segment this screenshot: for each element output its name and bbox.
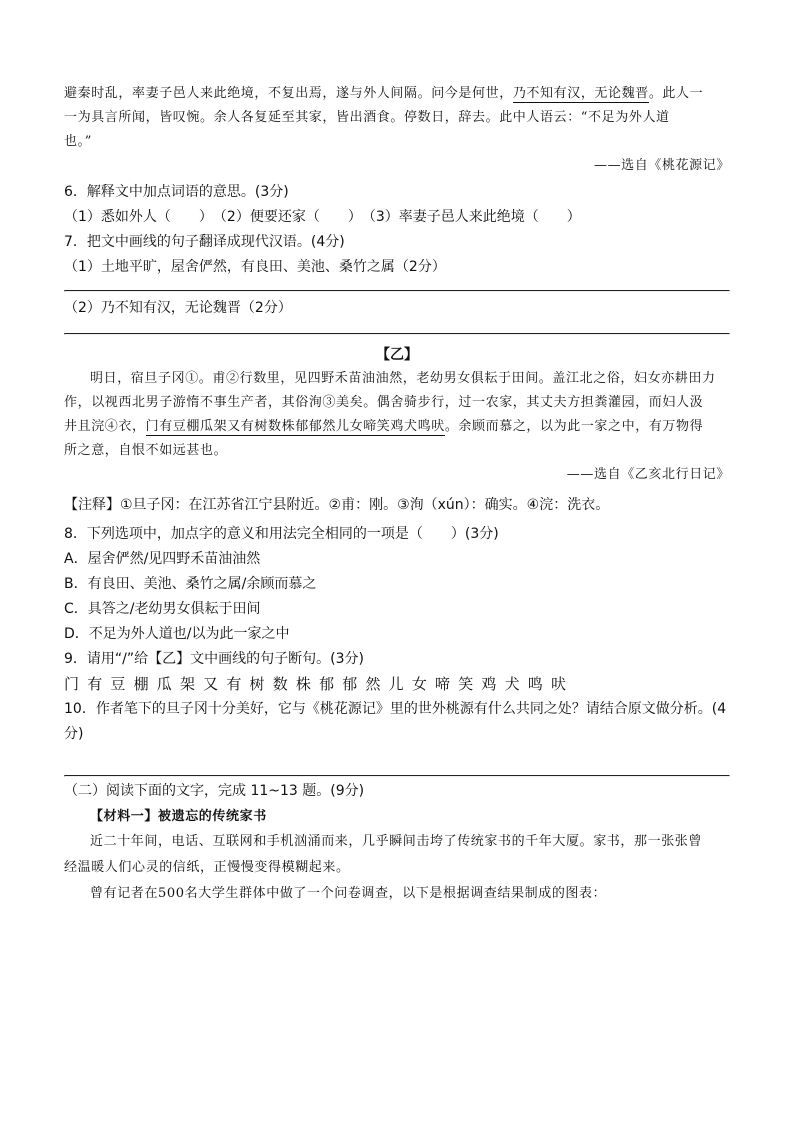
q9-char: 鸣 — [527, 675, 543, 693]
answer-line-3 — [64, 775, 730, 777]
question-10-line-1: 10．作者笔下的旦子冈十分美好，它与《桃花源记》里的世外桃源有什么共同之处？请结合原文做分析。(4 — [64, 701, 727, 717]
passage-yi-heading: 【乙】 — [376, 347, 418, 363]
q9-char: 鸡 — [481, 675, 497, 693]
q9-char: 有 — [87, 675, 103, 693]
q9-char: 犬 — [504, 675, 520, 693]
passage-yi-line-4: 所之意，自恨不如远甚也。 — [64, 443, 228, 458]
q9-char: 架 — [179, 675, 195, 693]
question-7-stem: 7．把文中画线的句子翻译成现代汉语。(4分) — [64, 234, 345, 250]
question-6-items: （1）悉如外人（ ） （2）便要还家（ ） （3）率妻子邑人来此绝境（ ） — [64, 209, 581, 225]
q9-char: 瓜 — [156, 675, 172, 693]
notes: 【注释】①旦子冈：在江苏省江宁县附近。②甫：刚。③洵（xún）：确实。④浣：洗衣。 — [64, 497, 610, 513]
q9-char: 笑 — [458, 675, 474, 693]
question-8-option-a: A．屋舍俨然/见四野禾苗油油然 — [64, 551, 261, 567]
part-2-heading: （二）阅读下面的文字，完成 11~13 题。(9分) — [64, 783, 365, 799]
underlined-sentence-yi: 门有豆棚瓜架又有树数株郁郁然儿女啼笑鸡犬鸣吠 — [145, 419, 445, 434]
material-one — [64, 804, 730, 907]
passage-jia-source: ——选自《桃花源记》 — [593, 158, 730, 173]
q9-char: 棚 — [133, 675, 149, 693]
question-10-line-2: 分) — [64, 726, 84, 742]
q9-char: 树 — [249, 675, 265, 693]
question-8-option-b: B．有良田、美池、桑竹之属/余顾而慕之 — [64, 576, 317, 592]
q9-char: 女 — [411, 675, 427, 693]
q9-char: 豆 — [110, 675, 126, 693]
underlined-sentence-jia: 乃不知有汉，无论魏晋 — [512, 86, 649, 101]
q9-char: 郁 — [342, 675, 358, 693]
passage-yi-line-2: 作，以视西北男子游惰不事生产者，其俗洵③美矣。偶舍骑步行，过一农家，其丈夫方担粪灌园，而妇人汲 — [64, 395, 704, 410]
answer-line-2 — [64, 333, 730, 335]
passage-yi-line-1: 明日，宿旦子冈①。甫②行数里，见四野禾苗油油然，老幼男女俱耘于田间。盖江北之俗，妇女亦耕田力 — [90, 371, 716, 386]
question-6-stem: 6．解释文中加点词语的意思。(3分) — [64, 184, 289, 200]
material-one-para-2: 曾有记者在500名大学生群体中做了一个问卷调查，以下是根据调查结果制成的图表： — [90, 886, 607, 901]
q9-char: 郁 — [319, 675, 335, 693]
passage-jia-line-3: 也。” — [64, 134, 92, 149]
passage-jia-line-2: 一为具言所闻，皆叹惋。余人各复延至其家，皆出酒食。停数日，辞去。此中人语云：“不足为外人道 — [64, 110, 670, 125]
question-8-option-d: D．不足为外人道也/以为此一家之中 — [64, 626, 290, 642]
exam-page — [64, 82, 730, 907]
q9-char: 吠 — [550, 675, 566, 693]
question-8-option-c: C．具答之/老幼男女俱耘于田间 — [64, 601, 261, 617]
question-9-characters — [64, 672, 730, 697]
q9-char: 数 — [272, 675, 288, 693]
passage-jia — [64, 82, 730, 178]
q9-char: 啼 — [435, 675, 451, 693]
question-9-stem: 9．请用“/”给【乙】文中画线的句子断句。(3分) — [64, 651, 364, 667]
question-7-item-2: （2）乃不知有汉，无论魏晋（2分） — [64, 300, 292, 316]
passage-yi-line-3: 井且浣④衣，门有豆棚瓜架又有树数株郁郁然儿女啼笑鸡犬鸣吠。余顾而慕之，以为此一家之中，有万物得 — [64, 419, 704, 434]
q9-char: 有 — [226, 675, 242, 693]
passage-yi-source: ——选自《乙亥北行日记》 — [566, 467, 730, 482]
passage-jia-line-1: 避秦时乱，率妻子邑人来此绝境，不复出焉，遂与外人间隔。问今是何世，乃不知有汉，无论魏晋。此人一 — [64, 86, 704, 101]
q9-char: 儿 — [388, 675, 404, 693]
material-one-para-1-line-2: 经温暖人们心灵的信纸，正慢慢变得模糊起来。 — [64, 860, 350, 875]
answer-line-1 — [64, 290, 730, 292]
q9-char: 然 — [365, 675, 381, 693]
material-one-para-1-line-1: 近二十年间，电话、互联网和手机汹涌而来，几乎瞬间击垮了传统家书的千年大厦。家书，那一张张曾 — [90, 834, 703, 849]
passage-yi — [64, 367, 730, 487]
q9-char: 又 — [203, 675, 219, 693]
question-7-item-1: （1）土地平旷，屋舍俨然，有良田、美池、桑竹之属（2分） — [64, 259, 446, 275]
q9-char: 株 — [295, 675, 311, 693]
q9-char: 门 — [64, 675, 80, 693]
question-8-stem: 8．下列选项中，加点字的意义和用法完全相同的一项是（ ）(3分) — [64, 526, 499, 542]
material-one-title: 【材料一】被遗忘的传统家书 — [90, 809, 267, 824]
